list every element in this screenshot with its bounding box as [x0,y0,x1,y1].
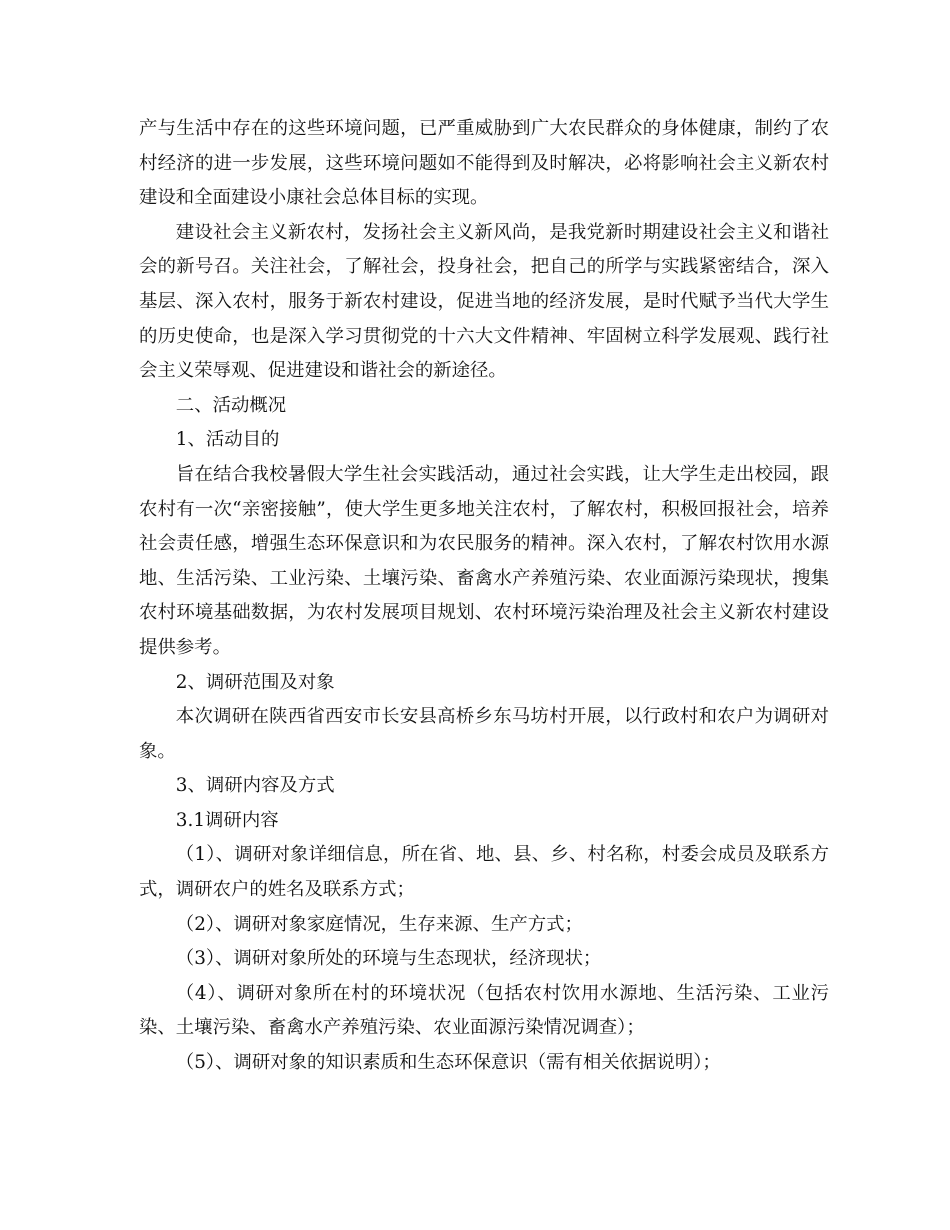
document-body [139,112,829,1081]
subheading-research-content: 3.1调研内容 [175,809,279,831]
list-item: （2）、调研对象家庭情况，生存来源、生产方式； [175,913,583,935]
list-item: （4）、调研对象所在村的环境状况（包括农村饮用水源地、生活污染、工业污染、土壤污染、畜禽水产养殖污染、农业面源污染情况调查）； [139,982,829,1039]
paragraph-intro-continuation: 产与生活中存在的这些环境问题，已严重威胁到广大农民群众的身体健康，制约了农村经济的进一步发展，这些环境问题如不能得到及时解决，必将影响社会主义新农村建设和全面建设小康社会总体目标的实现。 [139,118,829,209]
subheading-research-scope: 2、调研范围及对象 [175,671,335,693]
list-item: （1）、调研对象详细信息，所在省、地、县、乡、村名称，村委会成员及联系方式，调研农户的姓名及联系方式； [139,844,829,901]
list-item: （3）、调研对象所处的环境与生态现状，经济现状； [175,948,602,970]
paragraph-activity-purpose: 旨在结合我校暑假大学生社会实践活动，通过社会实践，让大学生走出校园，跟农村有一次“亲密接触”，使大学生更多地关注农村，了解农村，积极回报社会，培养社会责任感，增强生态环保意识和为农民服务的精神。深入农村，了解农村饮用水源地、生活污染、工业污染、土壤污染、畜禽水产养殖污染、农业面源污染现状，搜集农村环境基础数据，为农村发展项目规划、农村环境污染治理及社会主义新农村建设提供参考。 [139,463,829,658]
paragraph-new-countryside: 建设社会主义新农村，发扬社会主义新风尚，是我党新时期建设社会主义和谐社会的新号召。关注社会，了解社会，投身社会，把自己的所学与实践紧密结合，深入基层、深入农村，服务于新农村建设，促进当地的经济发展，是时代赋予当代大学生的历史使命，也是深入学习贯彻党的十六大文件精神、牢固树立科学发展观、践行社会主义荣辱观、促进建设和谐社会的新途径。 [139,221,829,382]
paragraph-research-scope: 本次调研在陕西省西安市长安县高桥乡东马坊村开展，以行政村和农户为调研对象。 [139,706,829,762]
section-heading-activity-overview: 二、活动概况 [175,394,287,416]
subheading-activity-purpose: 1、活动目的 [175,429,280,451]
subheading-research-content-methods: 3、调研内容及方式 [175,775,335,797]
list-item: （5）、调研对象的知识素质和生态环保意识（需有相关依据说明）； [175,1052,721,1074]
